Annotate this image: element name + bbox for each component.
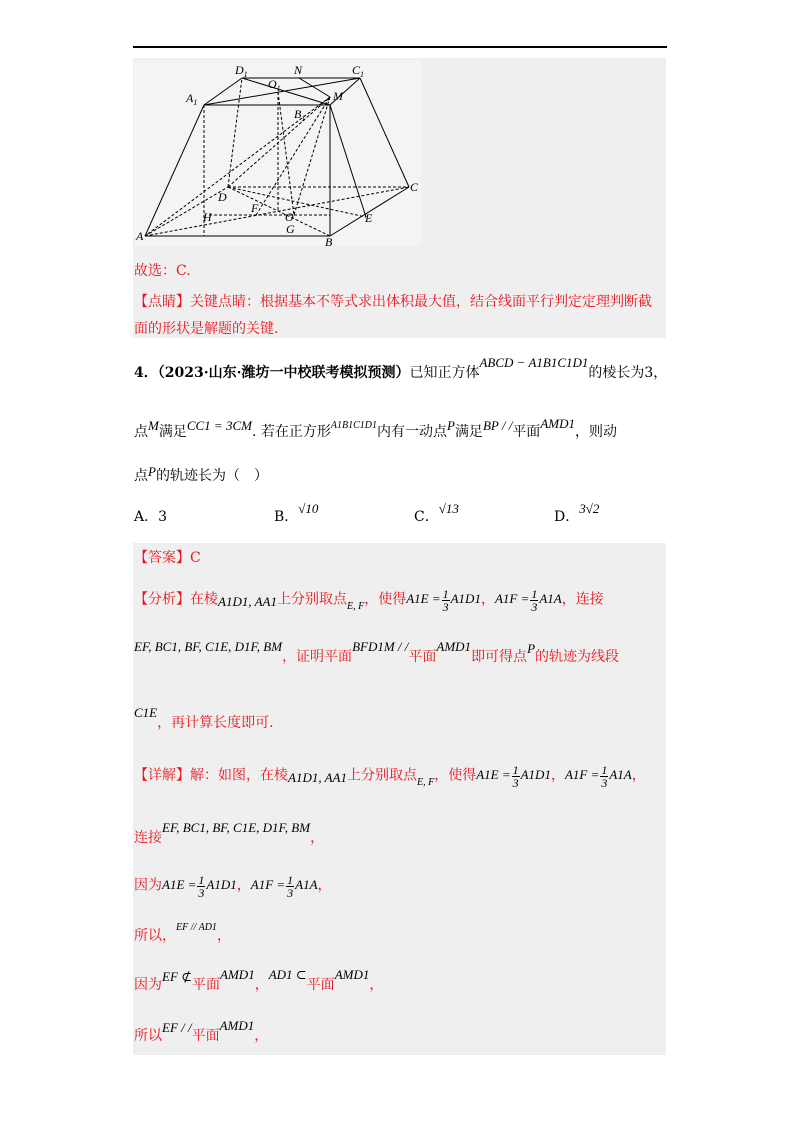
analysis-line-2 [134,639,620,666]
label-G: G [286,222,295,236]
de-plane-word-3: 平面 [191,1028,220,1044]
an-eq1: A1E = $\frac{1}{3}$ A1D1 [406,587,481,614]
an-text-2: 上分别取点 [276,591,347,608]
answer-value: C [190,550,201,566]
q-text-10: 点 [134,468,148,484]
choose-line: 故选：C. [134,263,191,279]
option-D-value: 3√2 [579,501,600,516]
de-text-3: ，使得 [434,767,477,784]
option-C-label: C． [414,509,439,525]
de-ef-notin: EF ⊄ [162,969,193,984]
detail-tag: 【详解】 [134,767,190,784]
de-amd1-1: AMD1 [220,967,255,982]
an-plane1: BFD1M / / [352,639,409,654]
q-text-4: 满足 [158,424,187,440]
an-text-1: 在棱 [190,591,218,608]
q-text-9: ，则动 [574,424,617,440]
option-A [134,508,167,526]
vector-equation: CC1 = 3CM [186,418,252,433]
de-connect: 连接 [134,830,162,846]
de-ef-par: EF / / [162,1020,192,1035]
de-because-2: 因为 [134,977,162,993]
an-text-3: ，使得 [364,591,407,608]
de-b-eq2: A1F = $\frac{1}{3}$ A1A [250,873,318,900]
an-text-7: 平面 [408,649,437,665]
question-number: 4． [134,365,158,381]
label-O1: $O_1$ [268,77,281,93]
de-edges: A1D1, AA1 [288,770,347,786]
question-source: （2023·山东·潍坊一中校联考模拟预测） [157,365,410,381]
plane-AMD1: AMD1 [540,416,575,431]
detail-line-6 [134,1018,269,1045]
de-amd1-3: AMD1 [219,1018,255,1033]
analysis-line-3 [134,705,274,732]
de-so-1-end: ， [216,928,231,944]
label-H: H [203,210,212,224]
option-D-label: D． [554,509,580,525]
an-eq2: A1F = $\frac{1}{3}$ A1A [494,587,562,614]
de-eq1: A1E = $\frac{1}{3}$ A1D1 [476,763,551,790]
de-parallel-1: EF // AD1 [176,922,217,933]
q-text-7: 满足 [454,424,483,440]
figure-labels [135,63,419,246]
detail-line-2 [134,820,325,847]
de-end-2: ， [369,977,384,993]
label-B1: $B_1$ [294,107,306,123]
de-so-2: 所以 [134,1028,162,1044]
analysis-tag: 【分析】 [134,591,190,608]
option-C [414,500,459,525]
comment-line-1 [134,293,652,311]
an-P: P [527,641,536,656]
question-line-3 [134,464,268,485]
comment-line-2: 面的形状是解题的关键. [134,321,279,337]
question-line-1 [134,355,668,382]
label-D1: $D_1$ [235,63,248,79]
an-plane2: AMD1 [436,639,472,654]
q-text-2: 的棱长为3， [588,365,668,381]
header-rule [133,46,667,48]
square-name: A1B1C1D1 [330,420,377,431]
de-points: E, F [416,777,435,789]
BP-parallel: BP / / [482,418,513,433]
de-plane-word-1: 平面 [192,977,221,993]
analysis-line-1 [134,588,604,613]
detail-line-1 [134,764,646,789]
detail-line-4 [134,922,231,947]
an-text-6: ，证明平面 [282,649,353,665]
de-text-4: ， [550,767,565,784]
label-E: E [365,211,373,225]
label-C: C [410,180,419,194]
point-P-2: P [148,464,156,479]
detail-line-3 [134,874,332,899]
de-list: EF, BC1, BF, C1E, D1F, BM [162,820,311,835]
an-text-4: ， [480,591,495,608]
q-text-3: 点 [134,424,148,440]
label-B: B [325,235,333,246]
answer-tag: 【答案】 [134,550,190,566]
question-line-2 [134,416,617,443]
an-seg: C1E [134,705,158,720]
option-A-label: A． [134,509,159,525]
answer-line [134,549,201,567]
frustum-diagram [134,60,421,246]
an-text-10: ，再计算长度即可. [157,715,274,731]
label-F: F [251,201,259,215]
label-A: A [136,229,144,243]
an-text-5: ，连接 [561,591,604,608]
comment-tag: 【点睛】 [134,294,190,310]
de-text-1: 解：如图，在棱 [190,767,288,784]
label-M: M [333,89,343,103]
cube-name: ABCD − A1B1C1D1 [479,355,589,370]
de-b-sep: ， [236,877,251,894]
de-ad1-in: AD1 ⊂ [268,967,307,982]
de-so-1: 所以， [134,928,176,944]
q-text-5: . 若在正方形 [251,424,331,440]
option-B [274,500,319,525]
q-text-11: 的轨迹长为（ ） [155,468,268,484]
an-points: E, F [346,601,365,613]
option-D [554,500,600,525]
de-because-1: 因为 [134,877,162,894]
de-amd1-2: AMD1 [334,967,370,982]
label-C1: $C_1$ [352,63,365,79]
de-comma: ， [254,977,269,993]
option-C-value: √13 [438,501,459,516]
an-text-8: 即可得点 [471,649,528,665]
label-D: D [218,190,227,204]
frustum-figure [134,60,421,246]
de-end-3: ， [254,1028,269,1044]
an-text-9: 的轨迹为线段 [535,649,620,665]
q-text-6: 内有一动点 [376,424,447,440]
point-P: P [446,418,455,433]
de-text-5: ， [631,767,646,784]
an-edges: A1D1, AA1 [218,594,277,610]
de-b-end: ， [317,877,332,894]
de-text-6: ， [310,830,325,846]
comment-text-1: 关键点睛：根据基本不等式求出体积最大值，结合线面平行判定定理判断截 [190,294,652,310]
detail-line-5 [134,967,384,994]
de-plane-word-2: 平面 [306,977,335,993]
option-B-label: B． [274,509,299,525]
label-O: O [285,210,294,224]
q-text-8: 平面 [512,424,541,440]
option-B-value: √10 [298,501,319,516]
point-M: M [148,418,159,433]
de-eq2: A1F = $\frac{1}{3}$ A1A [564,763,632,790]
label-N: N [294,63,303,77]
de-text-2: 上分别取点 [346,767,417,784]
q-text-1: 已知正方体 [409,365,480,381]
an-list: EF, BC1, BF, C1E, D1F, BM [134,639,283,654]
label-A1: $A_1$ [186,91,198,107]
option-A-value: 3 [158,509,168,525]
de-b-eq1: A1E = $\frac{1}{3}$ A1D1 [162,873,237,900]
